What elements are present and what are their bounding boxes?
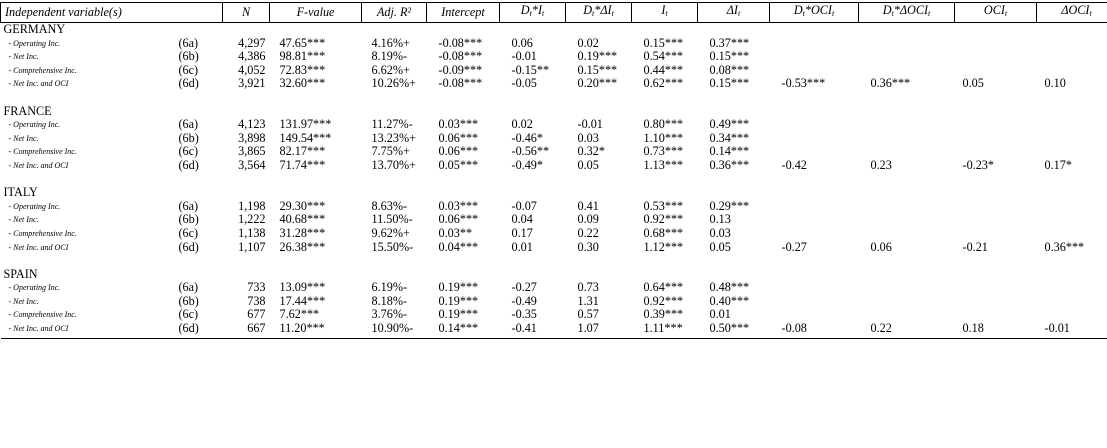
row-label: - Operating Inc. [1, 200, 177, 214]
cell-it: 1.12*** [632, 241, 698, 255]
cell-intercept: 0.06*** [427, 145, 500, 159]
cell-n: 1,138 [223, 227, 270, 241]
cell-delta-it: 0.08*** [698, 64, 770, 78]
header-dt-oci-mid: *OCI [805, 3, 832, 17]
cell-dt-delta-it: 0.41 [566, 200, 632, 214]
cell-dt-oci: -0.42 [770, 159, 859, 173]
cell-adj-r2: 3.76%- [362, 308, 427, 322]
country-row [1, 105, 1107, 119]
cell-oci [955, 295, 1037, 309]
cell-n: 4,297 [223, 37, 270, 51]
cell-delta-oci [1037, 200, 1107, 214]
cell-dt-it: -0.05 [500, 77, 566, 91]
row-model-code: (6d) [177, 322, 223, 338]
row-label: - Net Inc. [1, 50, 177, 64]
table-row [1, 281, 1107, 295]
table-row [1, 77, 1107, 91]
cell-oci [955, 308, 1037, 322]
row-model-code: (6d) [177, 241, 223, 255]
table-row [1, 64, 1107, 78]
cell-oci [955, 132, 1037, 146]
cell-it: 0.68*** [632, 227, 698, 241]
cell-intercept: 0.04*** [427, 241, 500, 255]
row-model-code: (6c) [177, 308, 223, 322]
row-model-code: (6b) [177, 295, 223, 309]
cell-oci [955, 64, 1037, 78]
cell-adj-r2: 8.63%- [362, 200, 427, 214]
cell-adj-r2: 10.26%+ [362, 77, 427, 91]
country-name: GERMANY [1, 23, 1107, 37]
header-dt-oci [770, 3, 859, 23]
country-row [1, 268, 1107, 282]
cell-intercept: 0.03*** [427, 118, 500, 132]
header-adj-r2: Adj. R² [362, 3, 427, 23]
cell-f-value: 31.28*** [270, 227, 362, 241]
cell-delta-oci: 0.10 [1037, 77, 1107, 91]
header-dt-delta-oci [859, 3, 955, 23]
header-f-value: F-value [270, 3, 362, 23]
header-n: N [223, 3, 270, 23]
cell-n: 3,865 [223, 145, 270, 159]
table-row [1, 159, 1107, 173]
cell-n: 3,564 [223, 159, 270, 173]
cell-dt-it: 0.01 [500, 241, 566, 255]
table-row [1, 118, 1107, 132]
cell-delta-it: 0.37*** [698, 37, 770, 51]
cell-dt-delta-it: 0.02 [566, 37, 632, 51]
cell-dt-oci: -0.08 [770, 322, 859, 338]
cell-adj-r2: 10.90%- [362, 322, 427, 338]
cell-intercept: 0.19*** [427, 281, 500, 295]
row-label: - Net Inc. [1, 132, 177, 146]
header-dt-delta-oci-mid: *ΔOCI [894, 3, 928, 17]
cell-adj-r2: 8.19%- [362, 50, 427, 64]
header-delta-it [698, 3, 770, 23]
cell-dt-it: -0.27 [500, 281, 566, 295]
cell-delta-it: 0.05 [698, 241, 770, 255]
cell-adj-r2: 15.50%- [362, 241, 427, 255]
row-label: - Net Inc. and OCI [1, 77, 177, 91]
country-row [1, 23, 1107, 37]
row-label: - Net Inc. [1, 213, 177, 227]
cell-intercept: 0.06*** [427, 132, 500, 146]
header-oci-main: OCI [984, 3, 1005, 17]
cell-dt-it: -0.41 [500, 322, 566, 338]
cell-dt-delta-oci [859, 295, 955, 309]
header-dt-delta-it-sub1: t [592, 9, 594, 18]
cell-adj-r2: 6.62%+ [362, 64, 427, 78]
cell-oci: -0.23* [955, 159, 1037, 173]
cell-dt-delta-oci [859, 132, 955, 146]
cell-dt-delta-oci: 0.36*** [859, 77, 955, 91]
cell-delta-oci: 0.36*** [1037, 241, 1107, 255]
cell-dt-oci [770, 281, 859, 295]
header-dt-oci-sub1: t [803, 9, 805, 18]
cell-n: 738 [223, 295, 270, 309]
cell-dt-delta-it: 0.05 [566, 159, 632, 173]
cell-it: 0.64*** [632, 281, 698, 295]
cell-it: 0.92*** [632, 213, 698, 227]
cell-n: 3,921 [223, 77, 270, 91]
cell-intercept: -0.08*** [427, 50, 500, 64]
cell-adj-r2: 8.18%- [362, 295, 427, 309]
row-label: - Comprehensive Inc. [1, 145, 177, 159]
cell-delta-it: 0.01 [698, 308, 770, 322]
table-row [1, 132, 1107, 146]
cell-dt-it: -0.49* [500, 159, 566, 173]
cell-dt-delta-it: 1.07 [566, 322, 632, 338]
cell-f-value: 7.62*** [270, 308, 362, 322]
header-oci-sub: t [1005, 9, 1007, 18]
cell-dt-it: -0.46* [500, 132, 566, 146]
cell-oci [955, 200, 1037, 214]
cell-adj-r2: 6.19%- [362, 281, 427, 295]
cell-intercept: 0.19*** [427, 308, 500, 322]
cell-f-value: 32.60*** [270, 77, 362, 91]
cell-delta-it: 0.29*** [698, 200, 770, 214]
row-model-code: (6a) [177, 118, 223, 132]
cell-delta-it: 0.14*** [698, 145, 770, 159]
cell-n: 1,107 [223, 241, 270, 255]
cell-dt-oci [770, 132, 859, 146]
table-row [1, 37, 1107, 51]
cell-dt-oci: -0.27 [770, 241, 859, 255]
cell-oci [955, 50, 1037, 64]
spacer-cell [1, 91, 1107, 105]
header-dt-delta-it-mid: *ΔI [594, 3, 611, 17]
country-name: FRANCE [1, 105, 1107, 119]
cell-delta-it: 0.13 [698, 213, 770, 227]
cell-delta-oci [1037, 281, 1107, 295]
cell-it: 1.11*** [632, 322, 698, 338]
cell-dt-oci: -0.53*** [770, 77, 859, 91]
table-row [1, 200, 1107, 214]
cell-dt-delta-it: 0.15*** [566, 64, 632, 78]
cell-dt-delta-oci [859, 227, 955, 241]
cell-dt-delta-oci: 0.22 [859, 322, 955, 338]
header-dt-it-main: D [521, 3, 530, 17]
cell-dt-oci [770, 308, 859, 322]
row-label: - Net Inc. and OCI [1, 241, 177, 255]
cell-delta-oci [1037, 213, 1107, 227]
cell-delta-oci [1037, 37, 1107, 51]
row-label: - Net Inc. [1, 295, 177, 309]
cell-n: 677 [223, 308, 270, 322]
header-delta-oci-main: ΔOCI [1061, 3, 1089, 17]
cell-intercept: 0.14*** [427, 322, 500, 338]
cell-f-value: 98.81*** [270, 50, 362, 64]
cell-oci [955, 227, 1037, 241]
cell-intercept: 0.06*** [427, 213, 500, 227]
cell-intercept: 0.05*** [427, 159, 500, 173]
cell-dt-delta-it: -0.01 [566, 118, 632, 132]
cell-adj-r2: 11.50%- [362, 213, 427, 227]
cell-dt-delta-it: 0.20*** [566, 77, 632, 91]
cell-n: 1,198 [223, 200, 270, 214]
cell-f-value: 29.30*** [270, 200, 362, 214]
cell-it: 0.53*** [632, 200, 698, 214]
table-row [1, 241, 1107, 255]
cell-dt-it: -0.07 [500, 200, 566, 214]
cell-it: 0.73*** [632, 145, 698, 159]
table-row [1, 295, 1107, 309]
cell-f-value: 26.38*** [270, 241, 362, 255]
header-dt-delta-it-sub2: t [612, 9, 614, 18]
cell-dt-it: -0.49 [500, 295, 566, 309]
regression-results-table [0, 2, 1107, 339]
row-model-code: (6a) [177, 200, 223, 214]
cell-intercept: 0.19*** [427, 295, 500, 309]
cell-it: 0.44*** [632, 64, 698, 78]
cell-f-value: 11.20*** [270, 322, 362, 338]
cell-delta-oci: -0.01 [1037, 322, 1107, 338]
cell-delta-it: 0.15*** [698, 77, 770, 91]
cell-f-value: 149.54*** [270, 132, 362, 146]
cell-dt-delta-oci [859, 118, 955, 132]
cell-delta-it: 0.03 [698, 227, 770, 241]
header-delta-it-sub: t [738, 9, 740, 18]
cell-it: 1.13*** [632, 159, 698, 173]
cell-dt-delta-it: 0.22 [566, 227, 632, 241]
header-delta-it-main: ΔI [727, 3, 738, 17]
cell-oci [955, 145, 1037, 159]
cell-adj-r2: 7.75%+ [362, 145, 427, 159]
cell-dt-delta-it: 0.57 [566, 308, 632, 322]
cell-it: 0.54*** [632, 50, 698, 64]
cell-f-value: 47.65*** [270, 37, 362, 51]
cell-dt-delta-oci [859, 200, 955, 214]
spacer-cell [1, 173, 1107, 187]
header-delta-oci [1037, 3, 1107, 23]
spacer-row [1, 91, 1107, 105]
cell-n: 4,386 [223, 50, 270, 64]
header-dt-delta-oci-sub1: t [892, 9, 894, 18]
cell-dt-delta-oci: 0.23 [859, 159, 955, 173]
header-dt-oci-main: D [794, 3, 803, 17]
row-model-code: (6a) [177, 37, 223, 51]
table-row [1, 308, 1107, 322]
cell-f-value: 131.97*** [270, 118, 362, 132]
cell-dt-it: -0.15** [500, 64, 566, 78]
header-intercept: Intercept [427, 3, 500, 23]
row-label: - Operating Inc. [1, 118, 177, 132]
header-it-main: I [661, 3, 665, 17]
header-dt-it-sub2: t [542, 9, 544, 18]
cell-delta-oci [1037, 50, 1107, 64]
row-label: - Net Inc. and OCI [1, 159, 177, 173]
cell-oci [955, 118, 1037, 132]
row-model-code: (6a) [177, 281, 223, 295]
cell-dt-it: -0.35 [500, 308, 566, 322]
country-name: ITALY [1, 186, 1107, 200]
cell-it: 0.62*** [632, 77, 698, 91]
row-model-code: (6b) [177, 132, 223, 146]
cell-oci [955, 37, 1037, 51]
spacer-cell [1, 254, 1107, 268]
cell-delta-it: 0.34*** [698, 132, 770, 146]
cell-adj-r2: 4.16%+ [362, 37, 427, 51]
cell-dt-delta-it: 0.03 [566, 132, 632, 146]
cell-intercept: 0.03*** [427, 200, 500, 214]
cell-delta-oci [1037, 64, 1107, 78]
cell-adj-r2: 13.23%+ [362, 132, 427, 146]
row-label: - Net Inc. and OCI [1, 322, 177, 338]
cell-delta-oci [1037, 295, 1107, 309]
cell-n: 3,898 [223, 132, 270, 146]
cell-dt-delta-it: 0.30 [566, 241, 632, 255]
country-name: SPAIN [1, 268, 1107, 282]
cell-dt-delta-oci [859, 50, 955, 64]
cell-intercept: -0.09*** [427, 64, 500, 78]
cell-delta-it: 0.50*** [698, 322, 770, 338]
cell-f-value: 72.83*** [270, 64, 362, 78]
cell-dt-it: -0.01 [500, 50, 566, 64]
header-independent-variables: Independent variable(s) [1, 3, 223, 23]
spacer-row [1, 254, 1107, 268]
cell-n: 667 [223, 322, 270, 338]
cell-it: 0.92*** [632, 295, 698, 309]
cell-dt-delta-oci [859, 145, 955, 159]
cell-n: 733 [223, 281, 270, 295]
cell-n: 4,052 [223, 64, 270, 78]
row-model-code: (6c) [177, 145, 223, 159]
row-label: - Operating Inc. [1, 37, 177, 51]
header-dt-delta-oci-main: D [883, 3, 892, 17]
cell-dt-delta-it: 0.19*** [566, 50, 632, 64]
cell-delta-oci [1037, 308, 1107, 322]
cell-dt-delta-it: 1.31 [566, 295, 632, 309]
header-dt-delta-oci-sub2: t [928, 9, 930, 18]
cell-delta-oci [1037, 132, 1107, 146]
header-dt-it-mid: *I [532, 3, 542, 17]
cell-it: 0.39*** [632, 308, 698, 322]
cell-f-value: 82.17*** [270, 145, 362, 159]
cell-dt-oci [770, 37, 859, 51]
row-model-code: (6b) [177, 213, 223, 227]
cell-dt-oci [770, 118, 859, 132]
header-dt-delta-it [566, 3, 632, 23]
cell-adj-r2: 9.62%+ [362, 227, 427, 241]
row-label: - Comprehensive Inc. [1, 64, 177, 78]
cell-it: 0.80*** [632, 118, 698, 132]
header-delta-oci-sub: t [1089, 9, 1091, 18]
header-dt-it-sub1: t [530, 9, 532, 18]
table-header [1, 3, 1107, 23]
country-row [1, 186, 1107, 200]
spacer-row [1, 173, 1107, 187]
header-dt-oci-sub2: t [832, 9, 834, 18]
cell-delta-it: 0.40*** [698, 295, 770, 309]
row-label: - Comprehensive Inc. [1, 227, 177, 241]
cell-dt-delta-oci: 0.06 [859, 241, 955, 255]
cell-f-value: 17.44*** [270, 295, 362, 309]
row-model-code: (6c) [177, 227, 223, 241]
cell-n: 4,123 [223, 118, 270, 132]
cell-dt-oci [770, 64, 859, 78]
cell-intercept: 0.03** [427, 227, 500, 241]
cell-delta-oci [1037, 118, 1107, 132]
cell-adj-r2: 13.70%+ [362, 159, 427, 173]
cell-f-value: 13.09*** [270, 281, 362, 295]
cell-dt-oci [770, 295, 859, 309]
cell-delta-oci [1037, 227, 1107, 241]
row-label: - Comprehensive Inc. [1, 308, 177, 322]
cell-dt-delta-it: 0.73 [566, 281, 632, 295]
cell-delta-it: 0.15*** [698, 50, 770, 64]
cell-dt-it: 0.04 [500, 213, 566, 227]
table-body [1, 23, 1107, 339]
row-model-code: (6c) [177, 64, 223, 78]
cell-it: 1.10*** [632, 132, 698, 146]
table-row [1, 145, 1107, 159]
row-model-code: (6b) [177, 50, 223, 64]
cell-f-value: 71.74*** [270, 159, 362, 173]
header-it [632, 3, 698, 23]
cell-oci: -0.21 [955, 241, 1037, 255]
table-row [1, 322, 1107, 338]
row-label: - Operating Inc. [1, 281, 177, 295]
cell-delta-it: 0.49*** [698, 118, 770, 132]
cell-delta-oci: 0.17* [1037, 159, 1107, 173]
cell-dt-it: 0.06 [500, 37, 566, 51]
cell-oci [955, 213, 1037, 227]
cell-oci [955, 281, 1037, 295]
table-row [1, 227, 1107, 241]
cell-dt-delta-oci [859, 308, 955, 322]
cell-delta-oci [1037, 145, 1107, 159]
header-dt-it [500, 3, 566, 23]
row-model-code: (6d) [177, 77, 223, 91]
cell-dt-oci [770, 145, 859, 159]
row-model-code: (6d) [177, 159, 223, 173]
header-oci [955, 3, 1037, 23]
cell-it: 0.15*** [632, 37, 698, 51]
cell-dt-oci [770, 227, 859, 241]
cell-dt-delta-oci [859, 37, 955, 51]
cell-dt-delta-it: 0.32* [566, 145, 632, 159]
cell-adj-r2: 11.27%- [362, 118, 427, 132]
cell-dt-delta-oci [859, 281, 955, 295]
cell-dt-delta-oci [859, 213, 955, 227]
header-dt-delta-it-main: D [583, 3, 592, 17]
cell-oci: 0.18 [955, 322, 1037, 338]
cell-dt-it: -0.56** [500, 145, 566, 159]
cell-delta-it: 0.48*** [698, 281, 770, 295]
cell-oci: 0.05 [955, 77, 1037, 91]
cell-delta-it: 0.36*** [698, 159, 770, 173]
cell-dt-oci [770, 213, 859, 227]
header-it-sub: t [665, 9, 667, 18]
cell-intercept: -0.08*** [427, 37, 500, 51]
cell-intercept: -0.08*** [427, 77, 500, 91]
cell-f-value: 40.68*** [270, 213, 362, 227]
table-row [1, 213, 1107, 227]
table-row [1, 50, 1107, 64]
cell-dt-oci [770, 200, 859, 214]
cell-dt-it: 0.17 [500, 227, 566, 241]
cell-dt-delta-oci [859, 64, 955, 78]
cell-dt-it: 0.02 [500, 118, 566, 132]
cell-dt-oci [770, 50, 859, 64]
cell-dt-delta-it: 0.09 [566, 213, 632, 227]
cell-n: 1,222 [223, 213, 270, 227]
